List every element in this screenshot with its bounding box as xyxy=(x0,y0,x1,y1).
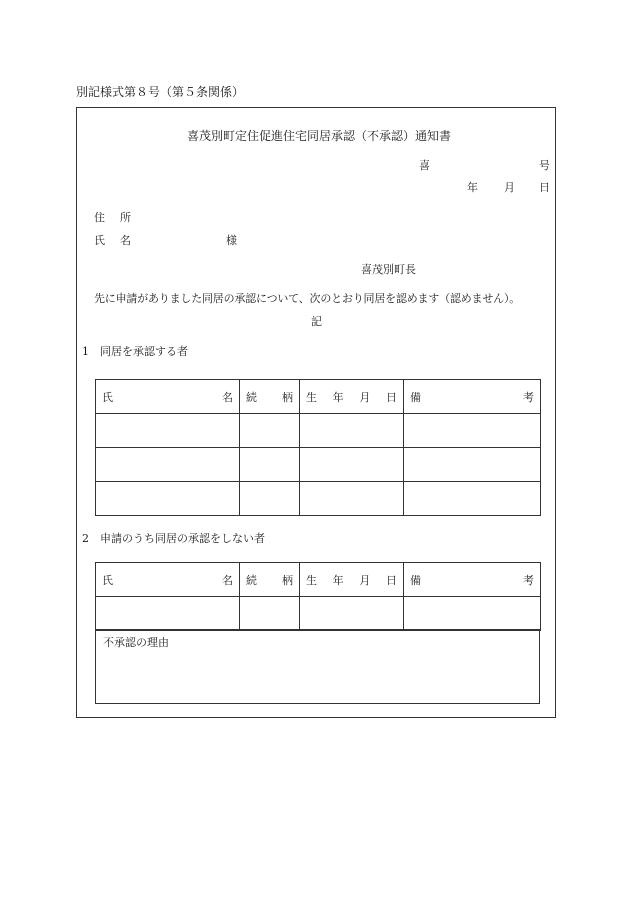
document-title: 喜茂別町定住促進住宅同居承認（不承認）通知書 xyxy=(187,129,452,143)
header-birthdate: 生 年 月 日 xyxy=(300,380,404,414)
header-name: 氏 名 xyxy=(96,380,240,414)
honorific: 様 xyxy=(226,234,237,247)
table-row xyxy=(96,414,541,448)
date-day: 日 xyxy=(539,181,550,194)
table-row xyxy=(96,482,541,516)
name-label-a: 氏 xyxy=(94,234,105,247)
approved-table xyxy=(95,379,541,516)
date-month: 月 xyxy=(504,181,515,194)
body-text: 先に申請がありました同居の承認について、次のとおり同居を認めます（認めません）。 xyxy=(94,292,521,305)
section1-heading: 1 同居を承認する者 xyxy=(82,345,188,358)
form-number: 別記様式第８号（第５条関係） xyxy=(76,85,245,99)
header-birthdate: 生 年 月 日 xyxy=(300,563,404,597)
issuer: 喜茂別町長 xyxy=(361,263,416,276)
header-relationship: 続 柄 xyxy=(240,563,300,597)
not-approved-table xyxy=(95,562,541,631)
date-year: 年 xyxy=(467,181,478,194)
header-name: 氏 名 xyxy=(96,563,240,597)
reference-prefix: 喜 xyxy=(419,159,430,172)
ki-marker: 記 xyxy=(311,315,322,328)
header-relationship: 続 柄 xyxy=(240,380,300,414)
address-label-a: 住 xyxy=(94,211,105,224)
reason-box xyxy=(95,629,540,704)
section2-heading: 2 申請のうち同居の承認をしない者 xyxy=(82,532,265,545)
address-label-b: 所 xyxy=(120,211,131,224)
header-remarks: 備 考 xyxy=(404,563,541,597)
header-remarks: 備 考 xyxy=(404,380,541,414)
name-label-b: 名 xyxy=(120,234,131,247)
table-row xyxy=(96,597,541,631)
reason-label: 不承認の理由 xyxy=(103,636,169,649)
table-row xyxy=(96,448,541,482)
reference-suffix: 号 xyxy=(539,159,550,172)
